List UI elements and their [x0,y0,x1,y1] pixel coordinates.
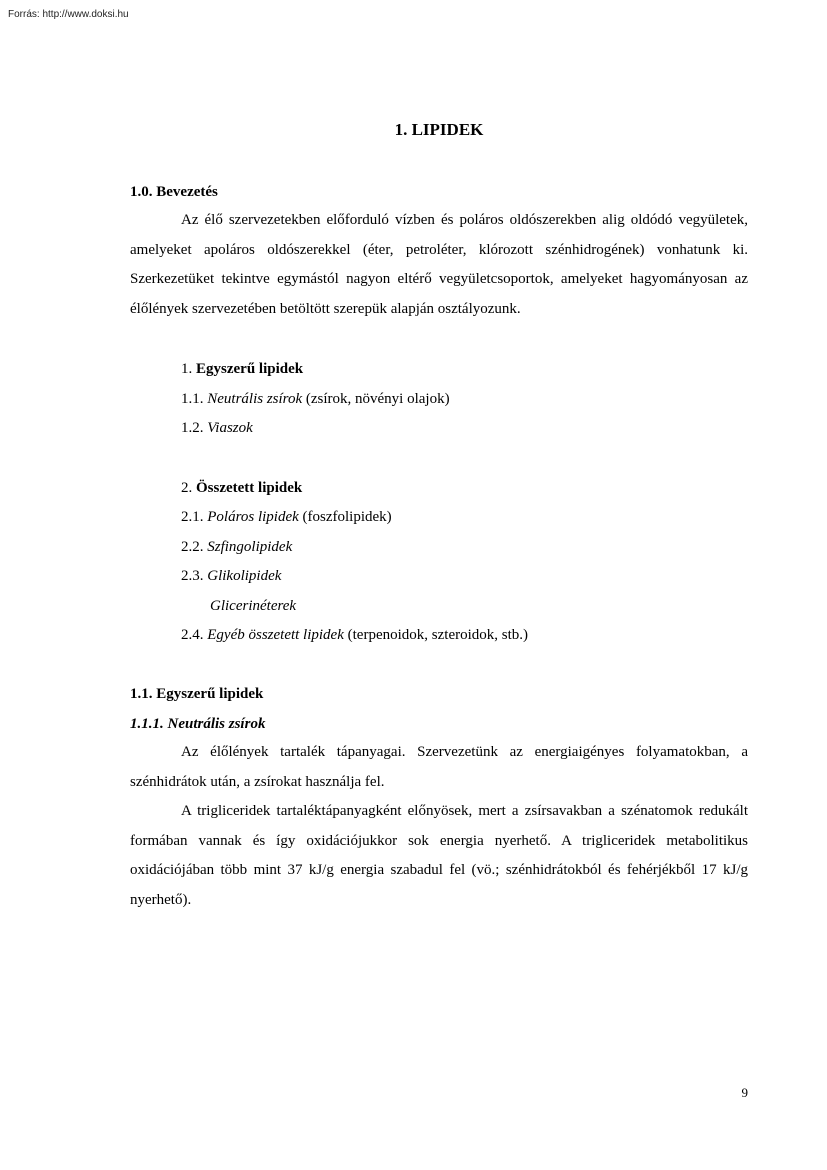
group-1-number: 1. [181,361,196,377]
section-paragraph-1: Az élőlények tartalék tápanyagai. Szervezetünk az energiaigényes folyamatokban, a szénhidrátok után, a zsírokat használja fel. [130,744,748,790]
page-title: 1. LIPIDEK [394,120,484,139]
item-number: 2.2. [181,539,208,555]
item-name: Glikolipidek [207,568,282,584]
item-name: Viaszok [207,420,253,436]
item-note: (foszfolipidek) [298,509,392,525]
intro-heading: 1.0. Bevezetés [130,184,218,200]
group-2-label: Összetett lipidek [196,480,303,496]
intro-paragraph: Az élő szervezetekben előforduló vízben és poláros oldószerekben alig oldódó vegyületek, amelyeket apoláros oldószerekkel (éter, petroléter, klórozott szénhidrogének) vonhatunk ki. Szerkezetüket tekintve egymástól nagyon eltérő vegyületcsoportok, amelyeket hagyományosan az élőlények szervezetében betöltött szerepük alapján osztályozunk. [130,212,748,317]
list-item [181,568,281,585]
group-2-heading [181,480,302,497]
item-number: 2.4. [181,627,208,643]
source-url: Forrás: http://www.doksi.hu [8,9,129,20]
group-1-label: Egyszerű lipidek [196,361,304,377]
list-item [181,509,392,526]
section-subheading: 1.1.1. Neutrális zsírok [130,716,266,732]
group-1-heading [181,361,303,378]
list-item [181,539,292,556]
list-item [181,420,253,437]
list-subitem [210,598,296,615]
item-name: Poláros lipidek [207,509,299,525]
item-number: 1.2. [181,420,208,436]
section-paragraph-2: A trigliceridek tartaléktápanyagként előnyösek, mert a zsírsavakban a szénatomok redukált formában vannak és így oxidációjukkor sok energia nyerhető. A trigliceridek metabolitikus oxidációjában több mint 37 kJ/g energia szabadul fel (vö.; szénhidrátokból és fehérjékből 17 kJ/g nyerhető). [130,803,748,908]
item-number: 2.1. [181,509,208,525]
item-name: Neutrális zsírok [207,391,303,407]
group-2-number: 2. [181,480,196,496]
item-name: Szfingolipidek [207,539,293,555]
section-heading: 1.1. Egyszerű lipidek [130,686,264,702]
list-item [181,627,528,644]
item-number: 1.1. [181,391,208,407]
page-number: 9 [741,1085,748,1100]
item-name: Egyéb összetett lipidek [207,627,344,643]
item-note: (zsírok, növényi olajok) [302,391,450,407]
list-item [181,391,450,408]
item-note: (terpenoidok, szteroidok, stb.) [343,627,529,643]
item-number: 2.3. [181,568,208,584]
subitem-name: Glicerinéterek [210,598,297,614]
